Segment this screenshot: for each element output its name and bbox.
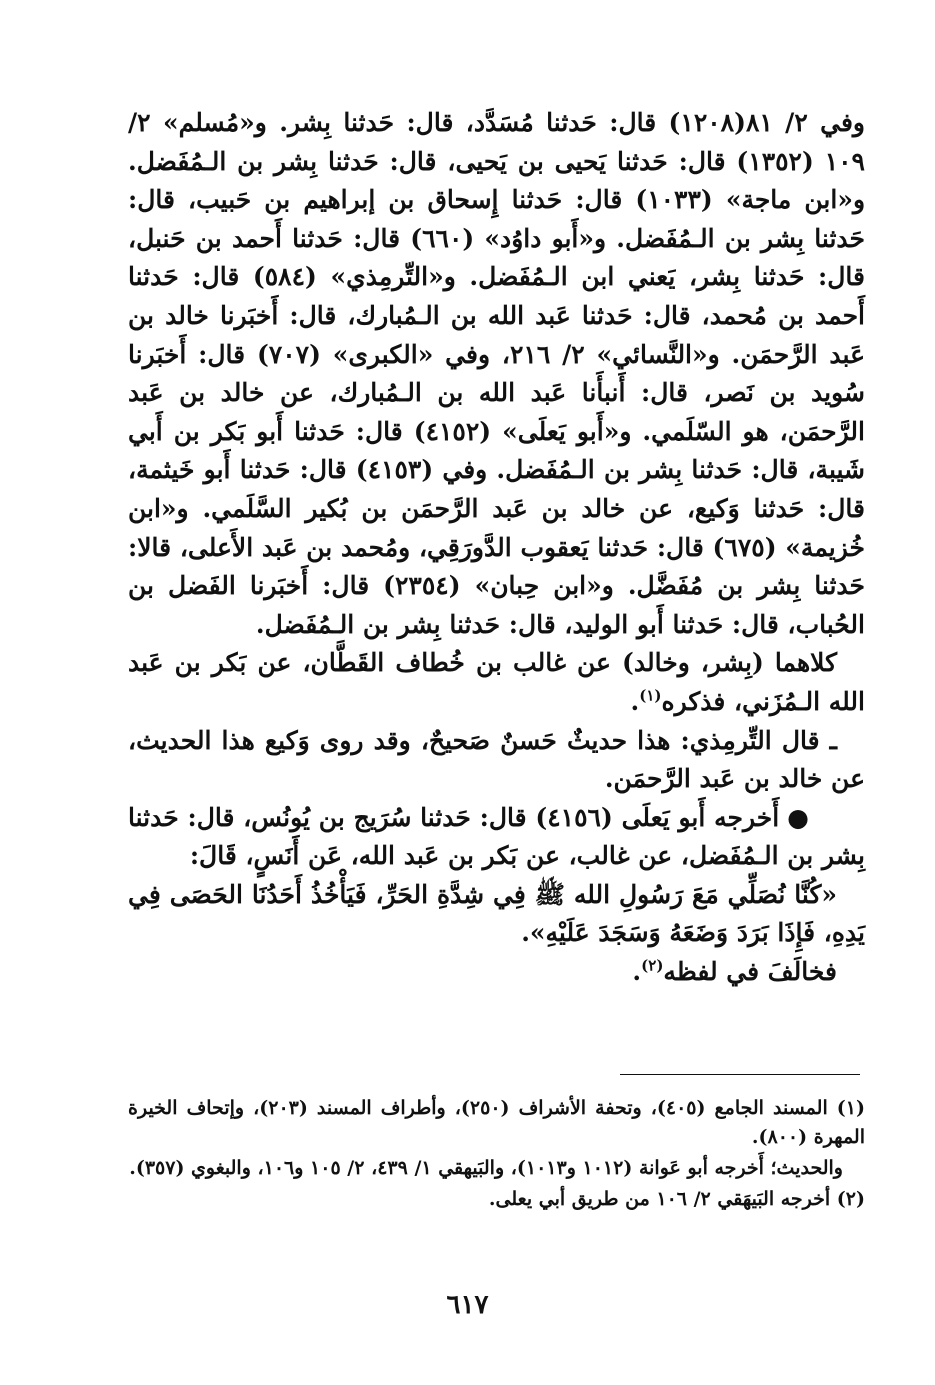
footnotes: [128, 1094, 865, 1216]
paragraph-abu-yala-text: أَخرجه أَبو يَعلَى (٤١٥٦) قال: حَدثنا سُرَيج بن يُونُس، قال: حَدثنا بِشر بن الـمُفَضل، عن غالب، عن بَكر بن عَبد الله، عَن أَنَسٍ، قَالَ:: [128, 802, 865, 871]
footnote-2: (٢) أخرجه البَيهَقي ٢/ ١٠٦ من طريق أبي يعلى.: [488, 1188, 865, 1210]
paragraph-both-text: كلاهما (بِشر، وخالد) عن غالب بن خُطاف القَطَّان، عن بَكر بن عَبد الله الـمُزَني، فذكره: [128, 648, 865, 716]
footnote-ref-1: (١): [639, 686, 662, 705]
page-number: ٦١٧: [446, 1290, 489, 1320]
paragraph-differed-text: فخالَفَ في لفظه: [663, 957, 837, 987]
footnote-1-continuation: والحديث؛ أَخرجه أبو عَوانة (١٠١٢ و١٠١٣)، والبَيهقي ١/ ٤٣٩، ٢/ ١٠٥ و١٠٦، والبغوي (٣٥٧).: [129, 1157, 843, 1179]
footnote-1: (١) المسند الجامع (٤٠٥)، وتحفة الأشراف (٢٥٠)، وأطراف المسند (٢٠٣)، وإتحاف الخيرة المهرة (٨٠٠).: [128, 1097, 866, 1148]
paragraph-citations: وفي ٢/ ٨١(١٢٠٨) قال: حَدثنا مُسَدَّد، قال: حَدثنا بِشر. و«مُسلم» ٢/ ١٠٩ (١٣٥٢) قال: حَدثنا يَحيى بن يَحيى، قال: حَدثنا بِشر بن الـمُفَضل. و«ابن ماجة» (١٠٣٣) قال: حَدثنا إِسحاق بن إبراهيم بن حَبيب، قال: حَدثنا بِشر بن الـمُفَضل. و«أَبو داوُد» (٦٦٠) قال: حَدثنا أَحمد بن حَنبل، قال: حَدثنا بِشر، يَعني ابن الـمُفَضل. و«التِّرمِذي» (٥٨٤) قال: حَدثنا أَحمد بن مُحمد، قال: حَدثنا عَبد الله بن الـمُبارك، قال: أَخبَرنا خالد بن عَبد الرَّحمَن. و«النَّسائي» ٢/ ٢١٦، وفي «الكبرى» (٧٠٧) قال: أَخبَرنا سُويد بن نَصر، قال: أَنبأَنا عَبد الله بن الـمُبارك، عن خالد بن عَبد الرَّحمَن، هو السّلَمي. و«أَبو يَعلَى» (٤١٥٢) قال: حَدثنا أَبو بَكر بن أَبي شَيبة، قال: حَدثنا بِشر بن الـمُفَضل. وفي (٤١٥٣) قال: حَدثنا أَبو خَيثمة، قال: حَدثنا وَكيع، عن خالد بن عَبد الرَّحمَن بن بُكير السَّلَمي. و«ابن خُزيمة» (٦٧٥) قال: حَدثنا يَعقوب الدَّورَقِي، ومُحمد بن عَبد الأَعلى، قالا: حَدثنا بِشر بن مُفَضَّل. و«ابن حِبان» (٢٣٥٤) قال: أَخبَرنا الفَضل بن الحُباب، قال: حَدثنا أَبو الوليد، قال: حَدثنا بِشر بن الـمُفَضل.: [128, 108, 866, 639]
main-text: [128, 104, 865, 992]
footnote-divider: [620, 1074, 860, 1075]
paragraph-differed: فخالَفَ في لفظه$^{(٢)}$.: [632, 956, 837, 987]
paragraph-abu-yala: [128, 799, 865, 876]
bullet-icon: ●: [787, 802, 809, 832]
paragraph-tirmidhi-comment: ـ قال التِّرمِذي: هذا حديثٌ حَسنٌ صَحيحٌ، وقد روى وَكيع هذا الحديث، عن خالد بن عَبد الرَّحمَن.: [128, 725, 865, 794]
footnote-ref-2: (٢): [641, 956, 664, 975]
hadith-text: «كُنَّا نُصَلِّي مَعَ رَسُولِ الله ﷺ فِي شِدَّةِ الحَرِّ، فَيَأْخُذُ أَحَدُنَا الحَصَى فِي يَدِهِ، فَإِذَا بَرَدَ وَضَعَهُ وَسَجَدَ عَلَيْهِ».: [128, 879, 865, 948]
paragraph-both-narrators: كلاهما (بِشر، وخالد) عن غالب بن خُطاف القَطَّان، عن بَكر بن عَبد الله الـمُزَني، فذكره$^{(١)}$.: [128, 648, 865, 716]
